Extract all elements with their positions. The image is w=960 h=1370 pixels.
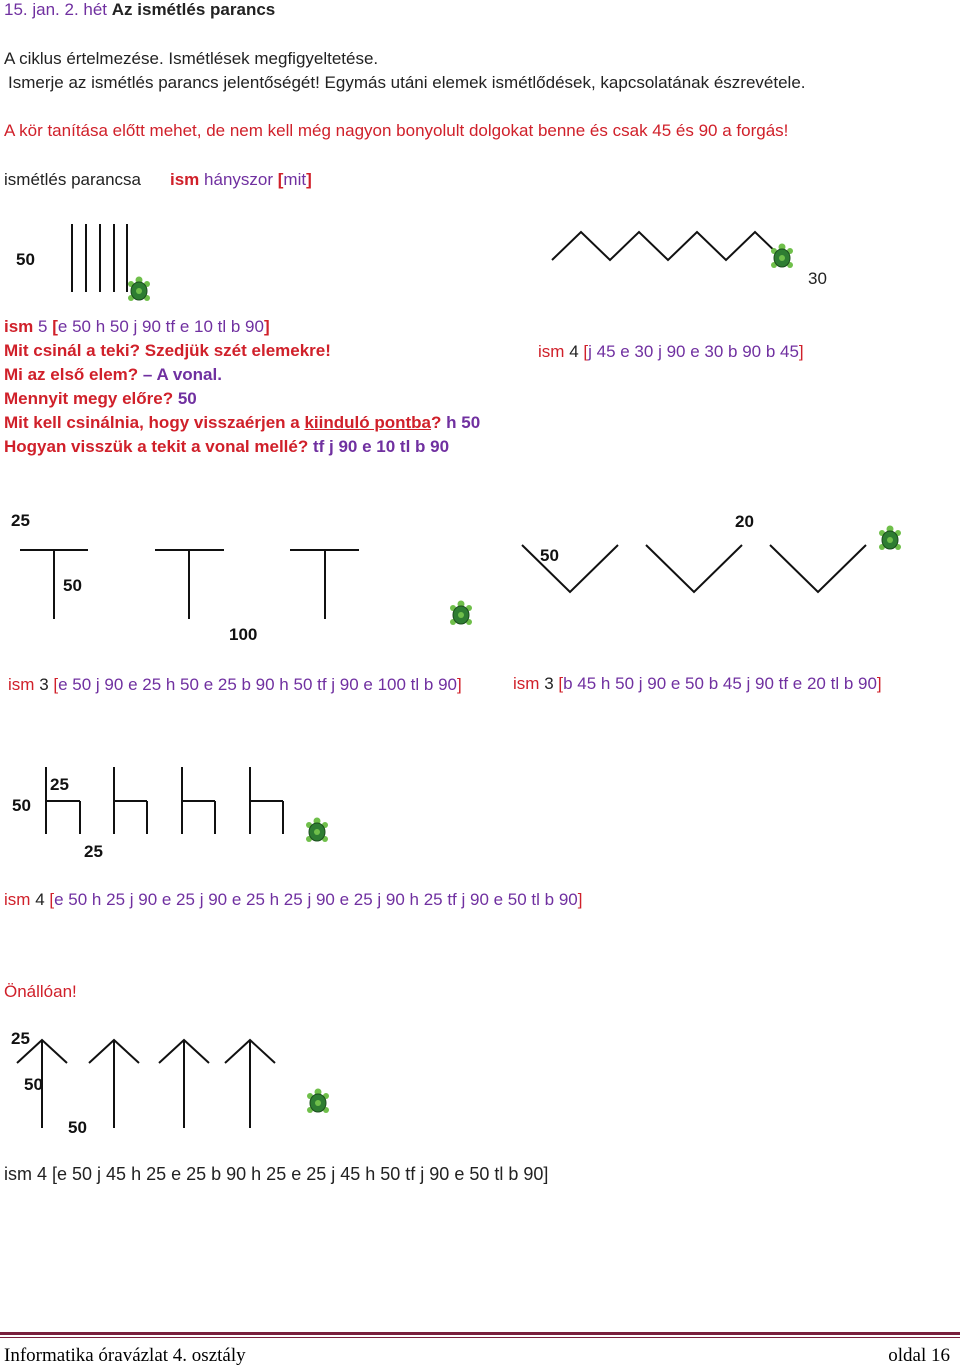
- footer-left: Informatika óravázlat 4. osztály: [4, 1345, 246, 1366]
- syntax-keyword: ism: [170, 170, 200, 189]
- ex2-zigzag: [552, 232, 784, 260]
- ex3-label-100: 100: [229, 625, 258, 644]
- ex5-cmd-open: [: [49, 890, 55, 909]
- ex1-q4-answer: h 50: [446, 413, 481, 432]
- ex2-length-label: 30: [808, 269, 827, 288]
- ex2-turtle-icon: [771, 244, 793, 269]
- ex5-turtle-icon: [306, 818, 328, 843]
- ex4-cmd-open: [: [558, 674, 564, 693]
- ex1-turtle-icon: [128, 277, 150, 302]
- syntax-bracket-open: [: [277, 170, 284, 189]
- ex4-turtle-icon: [879, 526, 901, 551]
- intro-line-2: Ismerje az ismétlés parancs jelentőségét! Egymás utáni elemek ismétlődések, kapcsolatának észrevétele.: [8, 73, 806, 92]
- ex1-cmd-open: [: [52, 317, 58, 336]
- ex3-cmd-keyword: ism: [8, 675, 35, 694]
- syntax-what: mit: [283, 170, 307, 189]
- ex2-cmd-open: [: [583, 342, 589, 361]
- ex5-label-25-bottom: 25: [84, 842, 103, 861]
- ex5-cmd-close: ]: [577, 890, 583, 909]
- ex4-cmd-count: 3: [544, 674, 554, 693]
- ex1-question-5: [4, 437, 449, 457]
- ex1-q4-text: Mit kell csinálnia, hogy visszaérjen a: [4, 413, 305, 432]
- ex2-cmd-body: j 45 e 30 j 90 e 30 b 90 b 45: [588, 342, 799, 361]
- ex1-cmd-close: ]: [263, 317, 270, 336]
- ex1-question-2: [4, 365, 222, 385]
- ex3-cmd-open: [: [53, 675, 59, 694]
- ex4-label-50: 50: [540, 546, 559, 565]
- page-title: Az ismétlés parancs: [111, 0, 276, 19]
- ex3-turtle-icon: [450, 601, 472, 626]
- syntax-bracket-close: ]: [306, 170, 312, 189]
- ex1-q2-text: Mi az első elem?: [4, 365, 139, 384]
- ex2-command: [538, 342, 804, 362]
- intro-line-1: A ciklus értelmezése. Ismétlések megfigyeltetése.: [4, 49, 379, 68]
- ex6-label-25: 25: [11, 1029, 30, 1048]
- footer-rule-thick: [0, 1332, 960, 1335]
- ex2-cmd-close: ]: [798, 342, 804, 361]
- ex4-cmd-close: ]: [876, 674, 882, 693]
- ex1-q4-mark: ?: [431, 413, 442, 432]
- ex5-cmd-count: 4: [35, 890, 45, 909]
- ex3-label-25: 25: [11, 511, 30, 530]
- ex4-cmd-body: b 45 h 50 j 90 e 50 b 45 j 90 tf e 20 tl b 90: [563, 674, 877, 693]
- week-date: jan. 2. hét: [27, 0, 112, 19]
- ex1-q5-text: Hogyan visszük a tekit a vonal mellé?: [4, 437, 309, 456]
- ex1-q3-answer: 50: [177, 389, 197, 408]
- ex1-command: [4, 317, 270, 337]
- syntax-count: hányszor: [204, 170, 274, 189]
- ex1-cmd-count: 5: [38, 317, 48, 336]
- footer-rule-thin: [0, 1337, 960, 1338]
- ex1-q2-answer: – A vonal.: [142, 365, 222, 384]
- footer-page-number: oldal 16: [888, 1345, 950, 1366]
- ex3-cmd-count: 3: [39, 675, 49, 694]
- ex3-cmd-close: ]: [457, 675, 462, 694]
- ex6-label-50-left: 50: [24, 1075, 43, 1094]
- ex1-q3-text: Mennyit megy előre?: [4, 389, 174, 408]
- ex1-question-1: Mit csinál a teki? Szedjük szét elemekre!: [4, 341, 331, 360]
- ex1-q4-underlined: kiinduló pontba: [304, 413, 432, 432]
- ex6-turtle-icon: [307, 1089, 329, 1114]
- ex5-label-25-top: 25: [50, 775, 69, 794]
- ex4-label-20: 20: [735, 512, 754, 531]
- ex4-v-2: [646, 545, 742, 592]
- week-number: 15.: [4, 0, 28, 19]
- ex4-v-3: [770, 545, 866, 592]
- ex4-command: [513, 674, 882, 694]
- ex5-command: [4, 890, 582, 910]
- intro-line-3: A kör tanítása előtt mehet, de nem kell még nagyon bonyolult dolgokat benne és csak 45 és 90 a forgás!: [4, 121, 789, 140]
- ex1-q5-answer: tf j 90 e 10 tl b 90: [312, 437, 450, 456]
- ex3-cmd-body: e 50 j 90 e 25 h 50 e 25 b 90 h 50 tf j 90 e 100 tl b 90: [58, 675, 457, 694]
- ex5-cmd-body: e 50 h 25 j 90 e 25 j 90 e 25 h 25 j 90 e 25 j 90 h 25 tf j 90 e 50 tl b 90: [54, 890, 578, 909]
- ex4-v-1: [522, 545, 618, 592]
- syntax-label: ismétlés parancsa: [4, 170, 142, 189]
- ex6-command: ism 4 [e 50 j 45 h 25 e 25 b 90 h 25 e 25 j 45 h 50 tf j 90 e 50 tl b 90]: [4, 1164, 549, 1184]
- ex5-cmd-keyword: ism: [4, 890, 31, 909]
- ex1-cmd-body: e 50 h 50 j 90 tf e 10 tl b 90: [57, 317, 264, 336]
- ex5-label-50: 50: [12, 796, 31, 815]
- ex1-length-label: 50: [16, 250, 35, 269]
- ex1-question-3: [4, 389, 197, 409]
- ex3-label-50: 50: [63, 576, 82, 595]
- ex4-cmd-keyword: ism: [513, 674, 540, 693]
- ex1-cmd-keyword: ism: [4, 317, 34, 336]
- ex2-cmd-keyword: ism: [538, 342, 565, 361]
- ex6-label-50-bottom: 50: [68, 1118, 87, 1137]
- ex1-question-4: [4, 413, 480, 433]
- ex3-command: [8, 675, 462, 695]
- self-work-heading: Önállóan!: [4, 982, 77, 1001]
- ex2-cmd-count: 4: [569, 342, 579, 361]
